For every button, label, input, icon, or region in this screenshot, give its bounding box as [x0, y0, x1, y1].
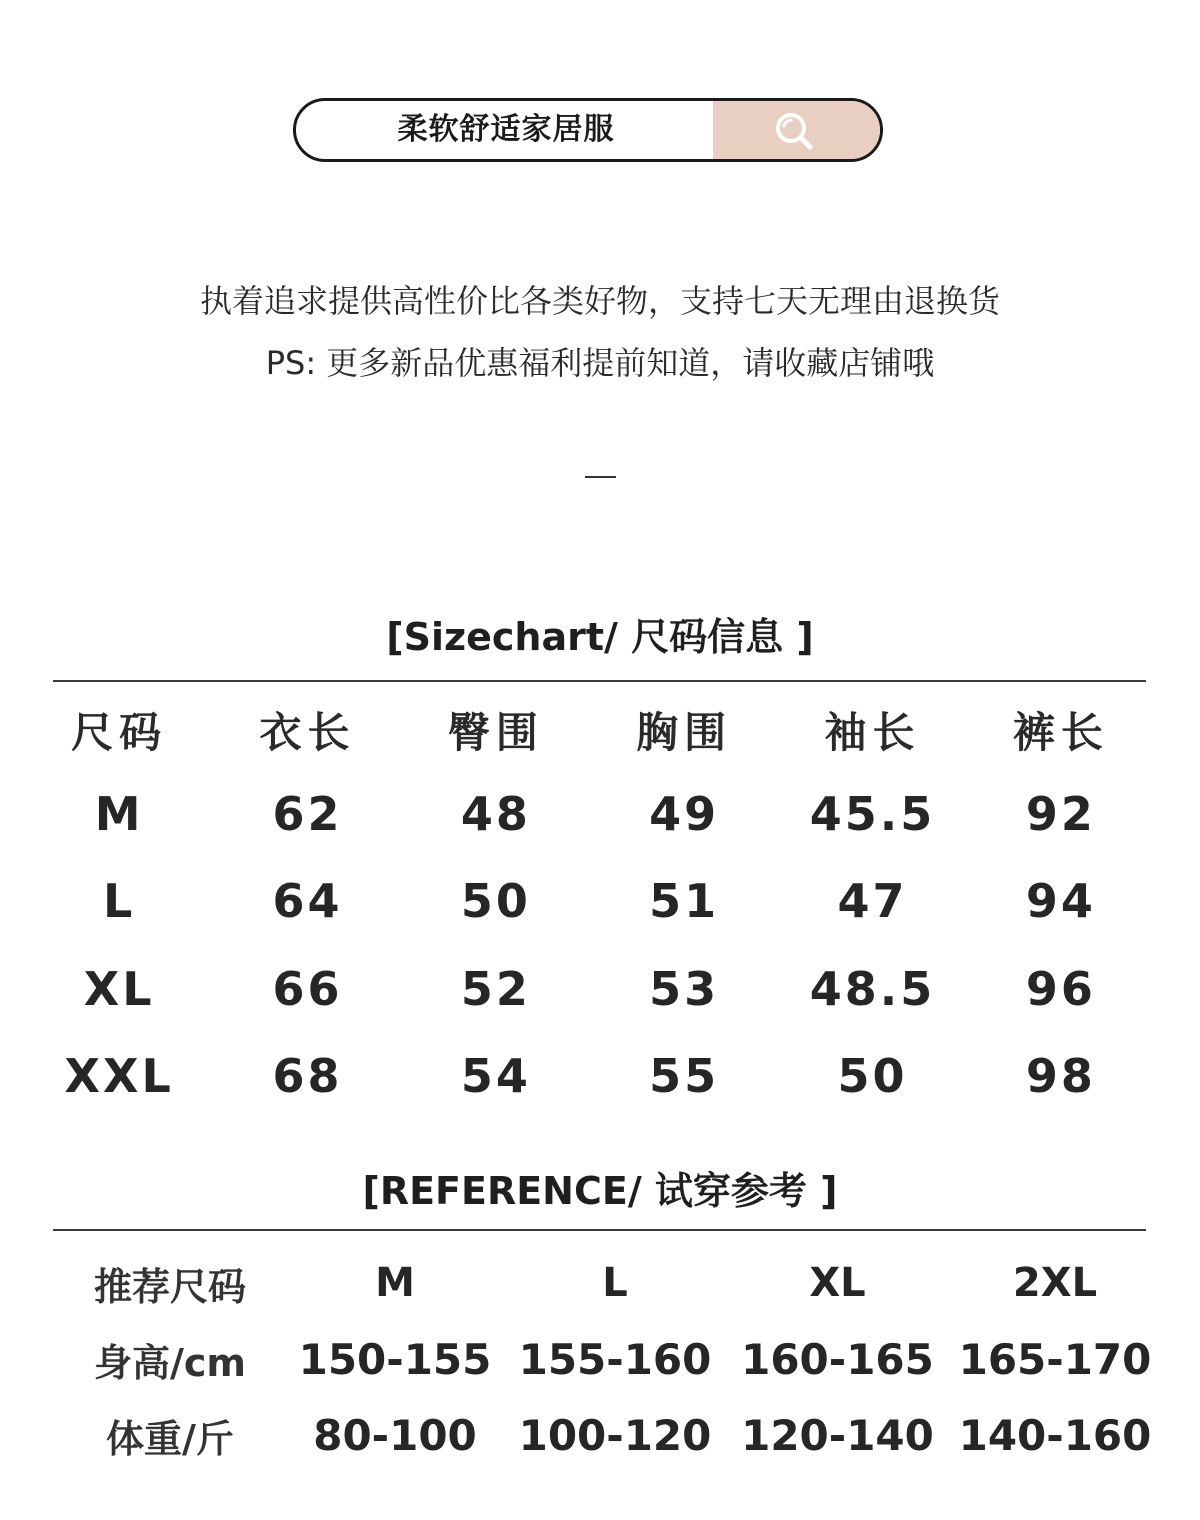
size-cell: XL: [83, 961, 155, 1016]
size-chart-table: [25, 690, 1155, 1120]
intro-line-1: 执着追求提供高性价比各类好物，支持七天无理由退换货: [199, 282, 1000, 320]
reference-divider: [53, 1229, 1146, 1231]
table-cell: 150-155: [298, 1334, 492, 1384]
table-cell: 62: [272, 786, 343, 841]
row-label-height: 身高/cm: [93, 1340, 246, 1385]
table-cell: 53: [649, 961, 720, 1016]
search-bar[interactable]: [293, 98, 883, 162]
search-icon: [775, 112, 815, 150]
table-cell: 165-170: [958, 1334, 1152, 1384]
search-button[interactable]: [713, 101, 880, 159]
header-size-l: L: [602, 1260, 628, 1306]
table-cell: 50: [460, 874, 531, 929]
search-input[interactable]: 柔软舒适家居服: [397, 112, 615, 147]
header-recommended-size: 推荐尺码: [93, 1264, 246, 1309]
table-cell: 68: [272, 1049, 343, 1104]
table-cell: 49: [649, 786, 720, 841]
table-cell: 96: [1025, 961, 1096, 1016]
size-cell: M: [94, 786, 144, 841]
table-row: [25, 945, 1155, 1033]
divider-dash: [585, 476, 616, 478]
table-cell: 80-100: [313, 1410, 477, 1460]
row-label-weight: 体重/斤: [106, 1416, 234, 1461]
table-cell: 64: [272, 874, 343, 929]
table-row: [55, 1321, 1160, 1397]
reference-title: [REFERENCE/ 试穿参考 ]: [362, 1169, 838, 1213]
table-cell: 47: [837, 874, 908, 929]
reference-header-row: [55, 1245, 1160, 1321]
header-length: 衣长: [259, 708, 356, 757]
table-cell: 52: [460, 961, 531, 1016]
table-cell: 92: [1025, 786, 1096, 841]
header-pants-length: 裤长: [1012, 708, 1109, 757]
table-cell: 48: [460, 786, 531, 841]
header-size: 尺码: [71, 708, 168, 757]
header-hip: 臀围: [447, 708, 544, 757]
header-size-xl: XL: [809, 1260, 866, 1306]
table-cell: 120-140: [741, 1410, 934, 1460]
table-cell: 55: [649, 1049, 720, 1104]
table-cell: 51: [649, 874, 720, 929]
table-cell: 98: [1025, 1049, 1096, 1104]
table-row: [25, 858, 1155, 946]
intro-line-2: PS: 更多新品优惠福利提前知道，请收藏店铺哦: [265, 344, 935, 382]
sizechart-title: [Sizechart/ 尺码信息 ]: [386, 615, 814, 659]
sizechart-divider: [53, 680, 1146, 682]
table-row: [25, 770, 1155, 858]
header-sleeve: 袖长: [824, 708, 921, 757]
table-cell: 140-160: [958, 1410, 1152, 1460]
header-chest: 胸围: [636, 708, 733, 757]
table-cell: 160-165: [741, 1334, 934, 1384]
table-cell: 94: [1025, 874, 1096, 929]
table-cell: 54: [460, 1049, 531, 1104]
table-cell: 155-160: [518, 1334, 712, 1384]
table-cell: 48.5: [809, 961, 936, 1016]
size-chart-header-row: [25, 690, 1155, 770]
size-cell: XXL: [64, 1049, 174, 1104]
table-cell: 45.5: [809, 786, 936, 841]
size-cell: L: [103, 874, 136, 929]
header-size-2xl: 2XL: [1012, 1260, 1098, 1306]
reference-table: [55, 1245, 1160, 1473]
table-cell: 100-120: [518, 1410, 712, 1460]
table-row: [55, 1397, 1160, 1473]
header-size-m: M: [375, 1260, 415, 1306]
table-cell: 50: [837, 1049, 908, 1104]
table-cell: 66: [272, 961, 343, 1016]
table-row: [25, 1033, 1155, 1121]
